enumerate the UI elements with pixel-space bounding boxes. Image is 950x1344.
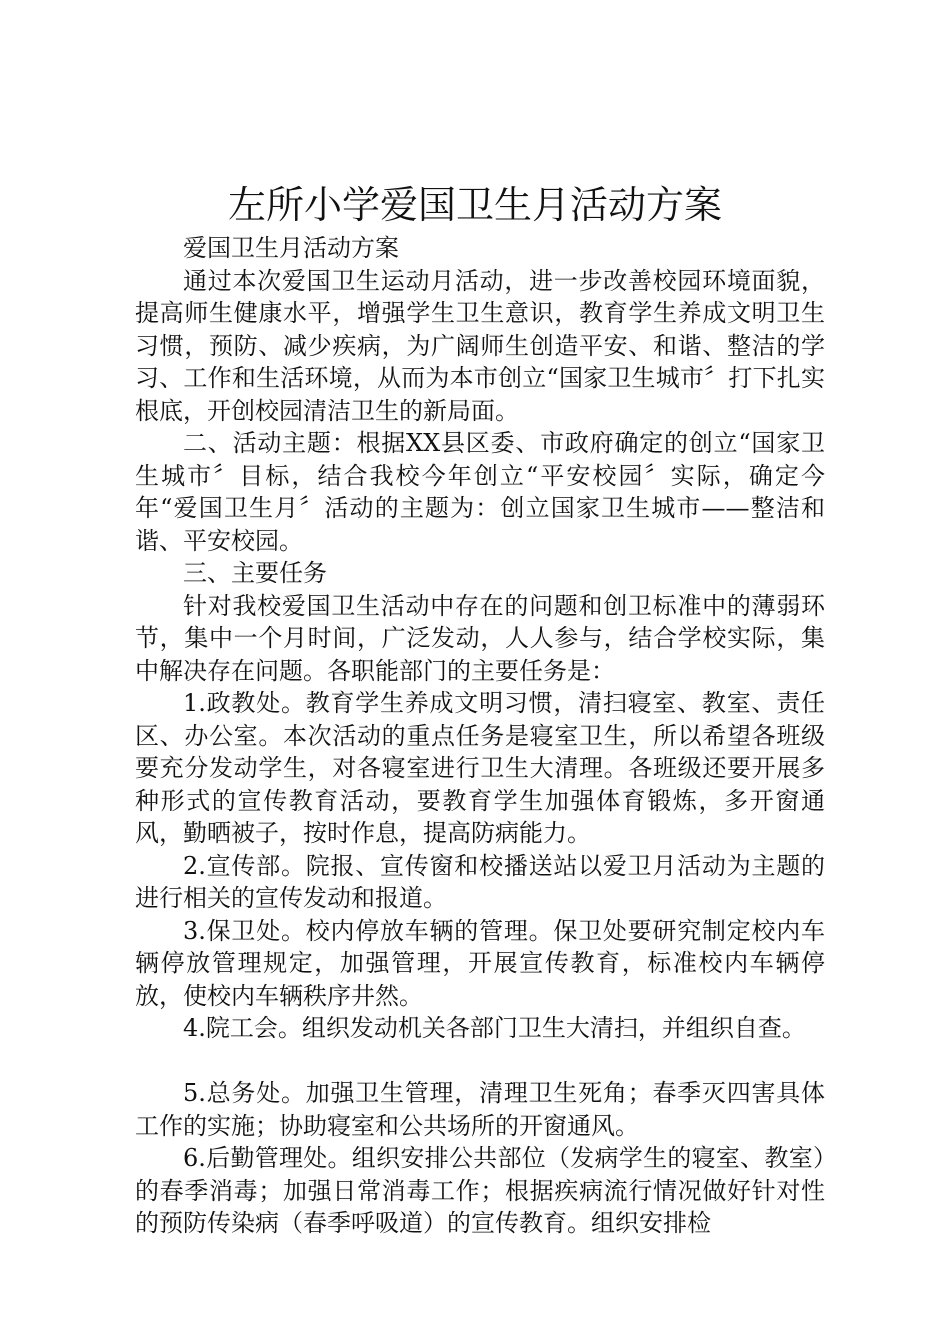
paragraph-intro: 通过本次爱国卫生运动月活动，进一步改善校园环境面貌，提高师生健康水平，增强学生卫生意识，教育学生养成文明卫生习惯，预防、减少疾病，为广阔师生创造平安、和谐、整洁的学习、工作和生活环境，从而为本市创立“国家卫生城市〞打下扎实根底，开创校园清洁卫生的新局面。 <box>135 266 825 425</box>
paragraph-task-5: 5.总务处。加强卫生管理，清理卫生死角；春季灭四害具体工作的实施；协助寝室和公共场所的开窗通风。 <box>135 1079 825 1140</box>
paragraph-task-3: 3.保卫处。校内停放车辆的管理。保卫处要研究制定校内车辆停放管理规定，加强管理，开展宣传教育，标准校内车辆停放，使校内车辆秩序井然。 <box>135 916 825 1010</box>
paragraph-tasks-intro: 针对我校爱国卫生活动中存在的问题和创卫标准中的薄弱环节，集中一个月时间，广泛发动，人人参与，结合学校实际，集中解决存在问题。各职能部门的主要任务是： <box>135 591 825 685</box>
paragraph-task-4: 4.院工会。组织发动机关各部门卫生大清扫，并组织自查。 <box>183 1014 806 1042</box>
paragraph-task-2: 2.宣传部。院报、宣传窗和校播送站以爱卫月活动为主题的进行相关的宣传发动和报道。 <box>135 851 825 912</box>
paragraph-theme: 二、活动主题：根据XX县区委、市政府确定的创立“国家卫生城市〞目标，结合我校今年创立“平安校园〞实际，确定今年“爱国卫生月〞活动的主题为：创立国家卫生城市——整洁和谐、平安校园。 <box>135 429 825 555</box>
paragraph-task-6: 6.后勤管理处。组织安排公共部位（发病学生的寝室、教室）的春季消毒；加强日常消毒工作；根据疾病流行情况做好针对性的预防传染病（春季呼吸道）的宣传教育。组织安排检 <box>135 1144 825 1237</box>
paragraph-subtitle: 爱国卫生月活动方案 <box>183 234 399 262</box>
paragraph-tasks-heading: 三、主要任务 <box>183 559 327 587</box>
document-title: 左所小学爱国卫生月活动方案 <box>227 183 722 227</box>
paragraph-task-1: 1.政教处。教育学生养成文明习惯，清扫寝室、教室、责任区、办公室。本次活动的重点任务是寝室卫生，所以希望各班级要充分发动学生，对各寝室进行卫生大清理。各班级还要开展多种形式的宣传教育活动，要教育学生加强体育锻炼，多开窗通风，勤晒被子，按时作息，提高防病能力。 <box>135 689 825 847</box>
document-body <box>135 232 825 1240</box>
